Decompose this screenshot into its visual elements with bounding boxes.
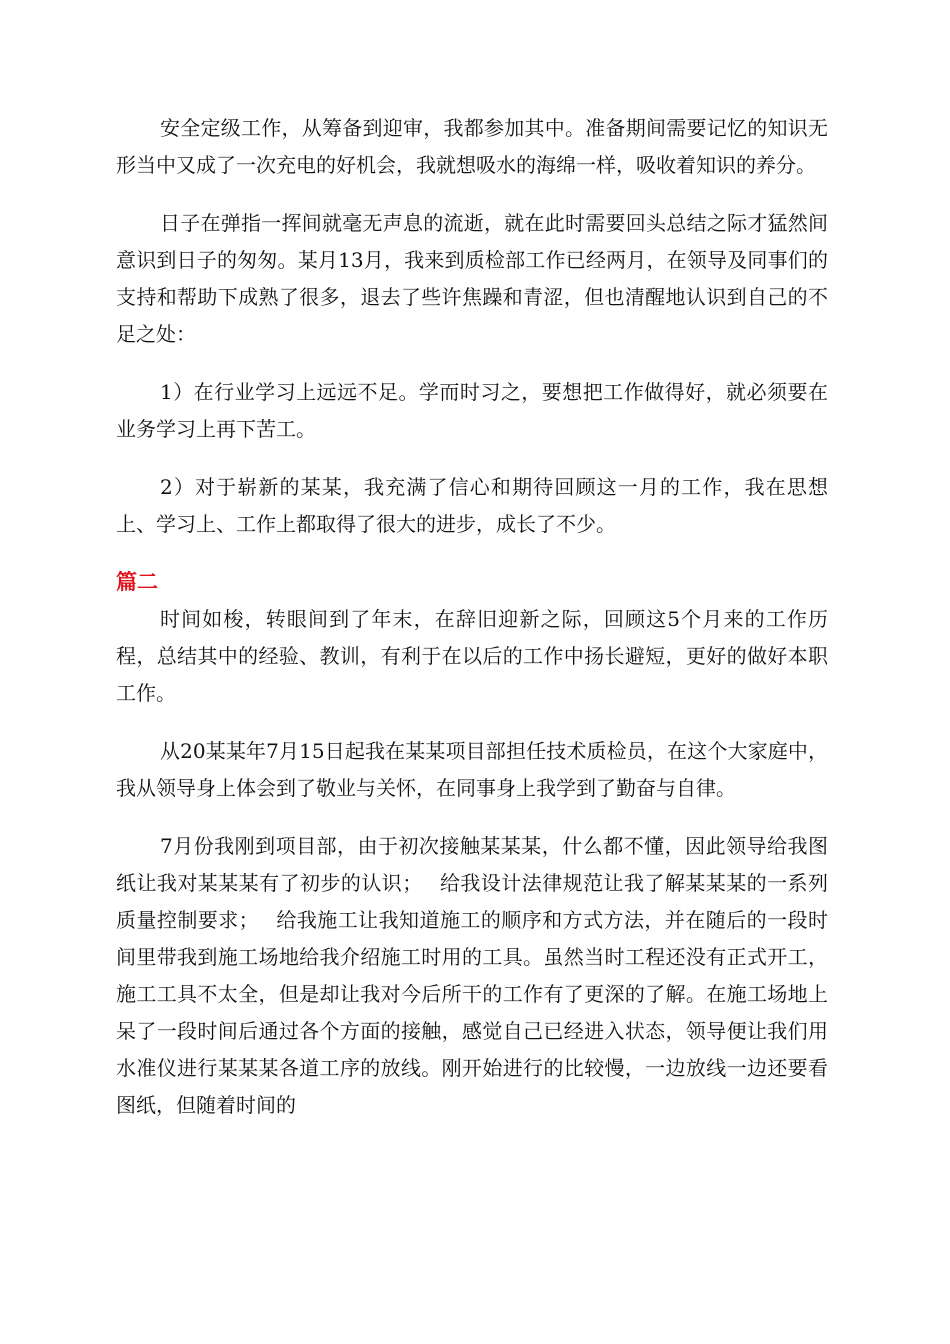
paragraph-gap: [116, 353, 828, 374]
paragraph: 从20某某年7月15日起我在某某项目部担任技术质检员，在这个大家庭中，我从领导身上体会到了敬业与关怀，在同事身上我学到了勤奋与自律。: [116, 739, 828, 800]
section-heading: 篇二: [116, 570, 158, 594]
paragraph: 日子在弹指一挥间就毫无声息的流逝，就在此时需要回头总结之际才猛然间意识到日子的匆匆。某月13月，我来到质检部工作已经两月，在领导及同事们的支持和帮助下成熟了很多，退去了些许焦躁和青涩，但也清醒地认识到自己的不足之处：: [116, 211, 828, 346]
paragraph: 安全定级工作，从筹备到迎审，我都参加其中。准备期间需要记忆的知识无形当中又成了一次充电的好机会，我就想吸水的海绵一样，吸收着知识的养分。: [116, 116, 828, 177]
paragraph: 1）在行业学习上远远不足。学而时习之，要想把工作做得好，就必须要在业务学习上再下苦工。: [116, 380, 828, 441]
paragraph-gap: [116, 448, 828, 469]
paragraph: 7月份我刚到项目部，由于初次接触某某某，什么都不懂，因此领导给我图纸让我对某某某有了初步的认识； 给我设计法律规范让我了解某某某的一系列质量控制要求； 给我施工让我知道施工的顺序和方式方法，并在随后的一段时间里带我到施工场地给我介绍施工时用的工具。虽然当时工程还没有正式开工，施工工具不太全，但是却让我对今后所干的工作有了更深的了解。在施工场地上呆了一段时间后通过各个方面的接触，感觉自己已经进入状态，领导便让我们用水准仪进行某某某各道工序的放线。刚开始进行的比较慢，一边放线一边还要看图纸，但随着时间的: [116, 834, 828, 1117]
document-page: [116, 110, 828, 1124]
paragraph: 时间如梭，转眼间到了年末，在辞旧迎新之际，回顾这5个月来的工作历程，总结其中的经验、教训，有利于在以后的工作中扬长避短，更好的做好本职工作。: [116, 607, 828, 705]
paragraph-gap: [116, 712, 828, 733]
paragraph-gap: [116, 543, 828, 564]
paragraph-gap: [116, 807, 828, 828]
paragraph-gap: [116, 184, 828, 205]
paragraph: 2）对于崭新的某某，我充满了信心和期待回顾这一月的工作，我在思想上、学习上、工作上都取得了很大的进步，成长了不少。: [116, 475, 828, 536]
